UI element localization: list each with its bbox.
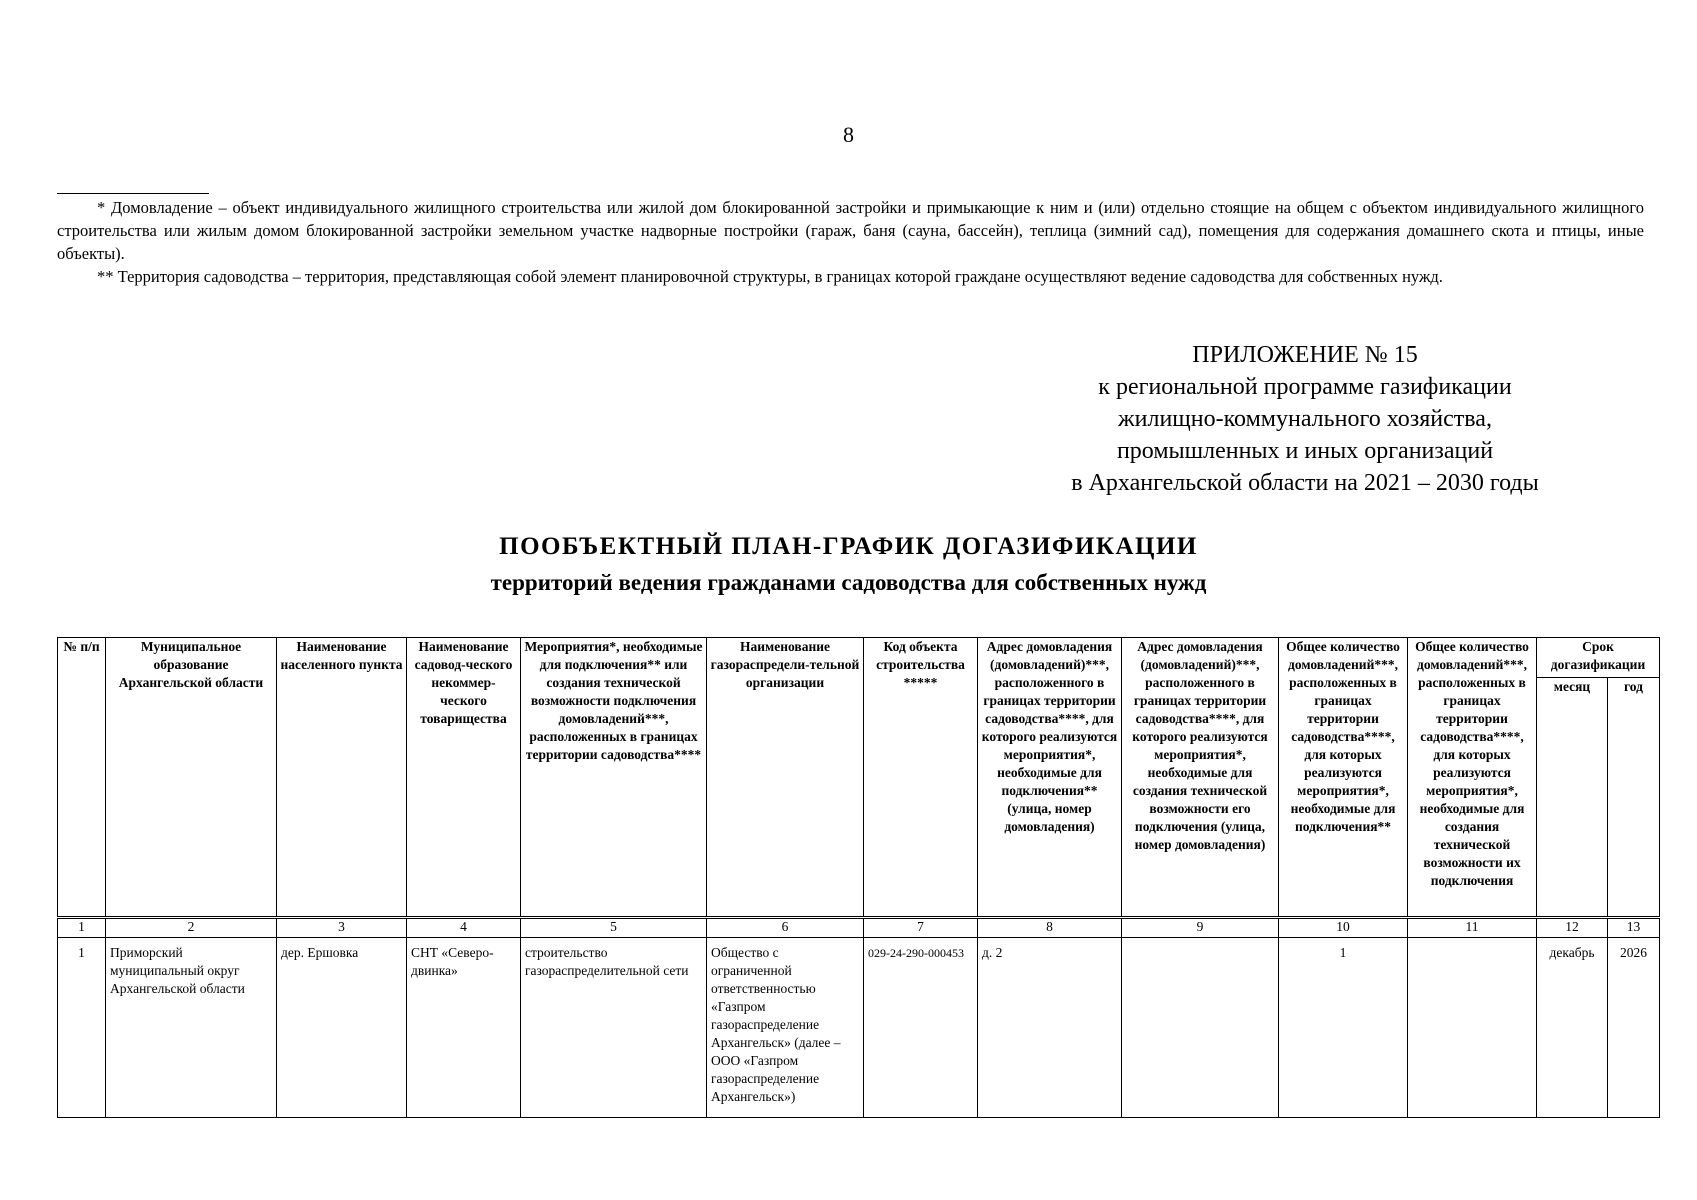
header-total-connect: Общее количество домовладений***, расположенных в границах территории садоводства****, для которых реализуются мероприятия*, необходимые для подключения**	[1279, 638, 1408, 918]
table-header-row	[58, 638, 1660, 678]
footnote-rule	[57, 193, 209, 194]
column-number: 9	[1122, 918, 1279, 938]
header-num: № п/п	[58, 638, 106, 918]
header-settlement: Наименование населенного пункта	[277, 638, 407, 918]
cell-month: декабрь	[1537, 938, 1608, 1118]
cell-measures: строительство газораспределительной сети	[521, 938, 707, 1118]
header-total-tech: Общее количество домовладений***, расположенных в границах территории садоводства****, для которых реализуются мероприятия*, необходимые для создания технической возможности их подключения	[1408, 638, 1537, 918]
header-measures: Мероприятия*, необходимые для подключения** или создания технической возможности подключения домовладений***, расположенных в границах территории садоводства****	[521, 638, 707, 918]
column-number: 7	[864, 918, 978, 938]
column-number: 13	[1608, 918, 1660, 938]
header-address-connect: Адрес домовладения (домовладений)***, расположенного в границах территории садоводства****, для которого реализуются мероприятия*, необходимые для подключения** (улица, номер домовладения)	[978, 638, 1122, 918]
footnote-household: * Домовладение – объект индивидуального жилищного строительства или жилой дом блокированной застройки и примыкающие к ним и (или) отдельно стоящие на общем с объектом индивидуального жилищного строительства или жилым домом блокированной застройки земельном участке надворные постройки (гараж, баня (сауна, бассейн), теплица (зимний сад), помещения для содержания домашнего скота и птицы, иные объекты).	[57, 198, 1644, 263]
cell-total-tech	[1408, 938, 1537, 1118]
appendix-line: к региональной программе газификации	[1098, 374, 1512, 400]
header-partnership: Наименование садовод-ческого некоммер-ческого товарищества	[407, 638, 521, 918]
column-number-row	[58, 918, 1660, 938]
page-number: 8	[843, 122, 854, 147]
appendix-line: промышленных и иных организаций	[1116, 438, 1494, 464]
cell-address-connect: д. 2	[978, 938, 1122, 1118]
appendix-line: жилищно-коммунального хозяйства,	[1118, 406, 1492, 432]
appendix-line: ПРИЛОЖЕНИЕ № 15	[1192, 342, 1418, 368]
header-municipality: Муниципальное образование Архангельской области	[106, 638, 277, 918]
column-number: 5	[521, 918, 707, 938]
cell-total-connect: 1	[1279, 938, 1408, 1118]
column-number: 1	[58, 918, 106, 938]
header-address-tech: Адрес домовладения (домовладений)***, расположенного в границах территории садоводства****, для которого реализуются мероприятия*, необходимые для создания технической возможности его подключения (улица, номер домовладения)	[1122, 638, 1279, 918]
header-year: год	[1608, 678, 1660, 918]
cell-num: 1	[58, 938, 106, 1118]
document-title: ПООБЪЕКТНЫЙ ПЛАН-ГРАФИК ДОГАЗИФИКАЦИИ	[499, 533, 1198, 560]
cell-address-tech	[1122, 938, 1279, 1118]
column-number: 4	[407, 918, 521, 938]
cell-year: 2026	[1608, 938, 1660, 1118]
header-month: месяц	[1537, 678, 1608, 918]
cell-settlement: дер. Ершовка	[277, 938, 407, 1118]
header-gas-org: Наименование газораспредели-тельной организации	[707, 638, 864, 918]
column-number: 11	[1408, 918, 1537, 938]
column-number: 6	[707, 918, 864, 938]
column-number: 12	[1537, 918, 1608, 938]
header-object-code: Код объекта строительства *****	[864, 638, 978, 918]
footnotes	[57, 196, 1644, 288]
cell-municipality: Приморский муниципальный округ Архангельской области	[106, 938, 277, 1118]
header-deadline: Срок догазификации	[1537, 638, 1660, 678]
appendix-line: в Архангельской области на 2021 – 2030 годы	[1071, 470, 1539, 496]
column-number: 8	[978, 918, 1122, 938]
footnote-territory: ** Территория садоводства – территория, представляющая собой элемент планировочной структуры, в границах которой граждане осуществляют ведение садоводства для собственных нужд.	[97, 267, 1443, 286]
plan-table	[57, 637, 1660, 1118]
appendix-heading	[990, 339, 1620, 499]
column-number: 3	[277, 918, 407, 938]
cell-gas-org: Общество с ограниченной ответственностью «Газпром газораспределение Архангельск» (далее – ООО «Газпром газораспределение Архангельск»)	[707, 938, 864, 1118]
table-row	[58, 938, 1660, 1118]
column-number: 2	[106, 918, 277, 938]
cell-object-code: 029-24-290-000453	[864, 938, 978, 1118]
column-number: 10	[1279, 918, 1408, 938]
document-subtitle: территорий ведения гражданами садоводства для собственных нужд	[490, 570, 1207, 595]
cell-partnership: СНТ «Северо-двинка»	[407, 938, 521, 1118]
